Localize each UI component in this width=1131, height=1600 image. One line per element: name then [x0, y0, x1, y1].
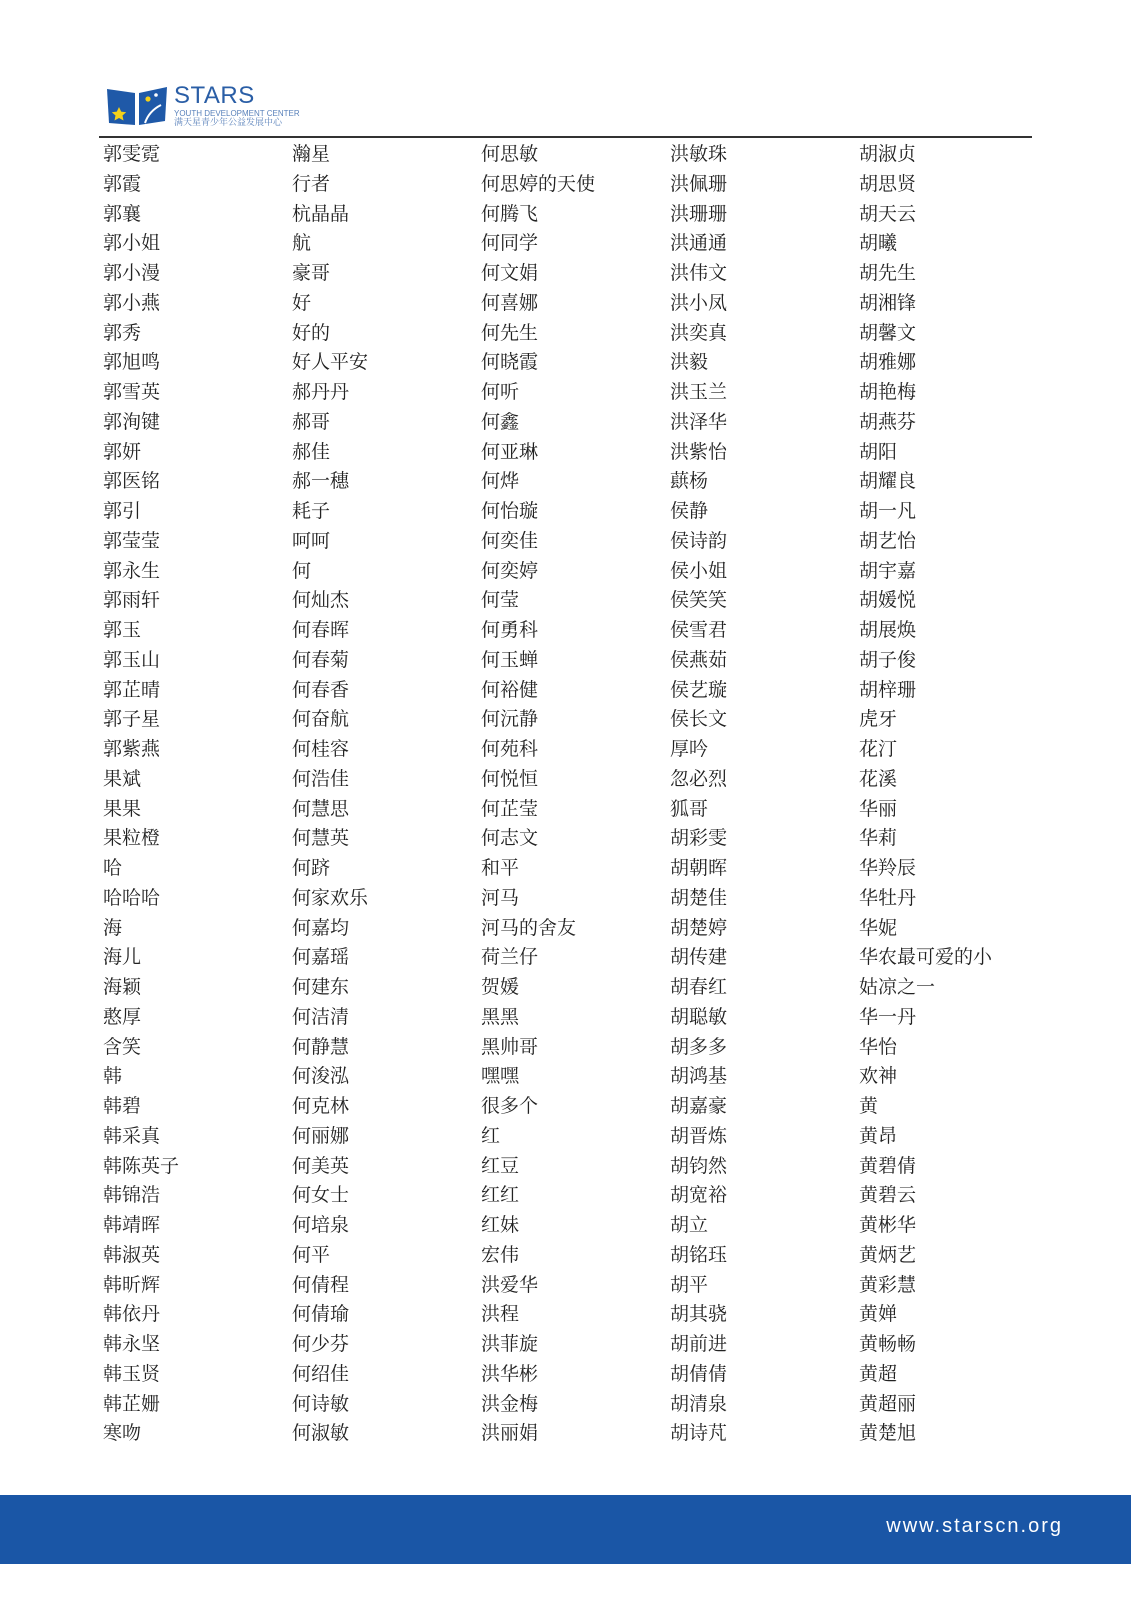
name-entry: 何跻 — [292, 857, 331, 879]
name-entry: 何洁清 — [292, 1005, 350, 1028]
name-entry: 何培泉 — [292, 1214, 350, 1236]
name-entry: 洪程 — [481, 1303, 520, 1326]
name-entry: 很多个 — [481, 1095, 539, 1117]
name-entry: 黄畅畅 — [859, 1333, 917, 1355]
name-entry: 韩淑英 — [103, 1243, 161, 1266]
name-entry: 何桂容 — [292, 738, 350, 760]
name-entry: 郭医铭 — [103, 470, 161, 493]
name-entry: 何绍佳 — [292, 1362, 350, 1385]
name-entry: 何灿杰 — [292, 589, 350, 612]
name-entry: 何亚琳 — [481, 440, 539, 463]
name-entry: 好的 — [292, 321, 331, 344]
name-entry: 郭莹莹 — [103, 529, 161, 552]
name-entry: 何嘉均 — [292, 916, 350, 939]
name-entry: 何美英 — [292, 1154, 350, 1177]
name-column — [859, 140, 1049, 1449]
name-entry: 洪珊珊 — [670, 202, 728, 225]
name-entry: 侯笑笑 — [670, 589, 728, 612]
name-column — [292, 140, 482, 1449]
name-entry: 洪玉兰 — [670, 381, 728, 403]
name-entry: 胡阳 — [859, 440, 898, 463]
name-entry: 胡春红 — [670, 976, 728, 998]
name-entry: 何烨 — [481, 470, 520, 493]
name-entry: 耗子 — [292, 500, 331, 522]
name-entry: 胡鸿基 — [670, 1065, 728, 1088]
name-entry: 胡聪敏 — [670, 1005, 728, 1028]
name-column — [103, 140, 293, 1449]
name-entry: 果果 — [103, 797, 142, 820]
name-entry: 侯燕茹 — [670, 648, 728, 671]
name-entry: 郭妍 — [103, 440, 142, 463]
name-entry: 韩采真 — [103, 1124, 161, 1147]
name-entry: 侯艺璇 — [670, 678, 728, 701]
name-entry: 郭永生 — [103, 559, 161, 582]
name-entry: 胡朝晖 — [670, 857, 728, 879]
name-entry: 黑黑 — [481, 1005, 520, 1028]
name-entry: 红豆 — [481, 1154, 520, 1177]
name-entry: 海颖 — [103, 976, 142, 998]
name-entry: 胡传建 — [670, 946, 728, 969]
name-entry: 何春菊 — [292, 648, 350, 671]
name-entry: 黄炳艺 — [859, 1243, 917, 1266]
name-entry: 郭霞 — [103, 172, 142, 195]
name-entry: 郭子星 — [103, 708, 161, 731]
name-entry: 红妹 — [481, 1214, 520, 1236]
name-entry: 河马 — [481, 886, 520, 909]
name-entry: 何春晖 — [292, 619, 350, 641]
name-entry: 哈哈哈 — [103, 886, 161, 909]
name-entry: 郝佳 — [292, 440, 331, 463]
name-entry: 何先生 — [481, 321, 539, 344]
logo-title: STARS — [174, 82, 255, 109]
name-entry: 何奕婷 — [481, 559, 539, 582]
name-entry: 郭芷晴 — [103, 678, 161, 701]
name-entry: 郭引 — [103, 500, 142, 522]
name-entry: 郭旭鸣 — [103, 351, 161, 374]
name-entry: 憨厚 — [103, 1005, 142, 1028]
name-entry: 何同学 — [481, 232, 539, 255]
name-entry: 何家欢乐 — [292, 886, 369, 909]
name-entry: 胡耀良 — [859, 470, 917, 493]
name-entry: 侯长文 — [670, 708, 728, 731]
name-column — [670, 140, 860, 1449]
name-entry: 胡馨文 — [859, 321, 917, 344]
name-entry: 花溪 — [859, 767, 898, 790]
name-entry: 何裕健 — [481, 678, 539, 701]
name-entry: 何玉蝉 — [481, 648, 539, 671]
name-entry: 洪华彬 — [481, 1362, 539, 1385]
name-entry: 胡嘉豪 — [670, 1095, 728, 1117]
name-entry: 韩永坚 — [103, 1333, 161, 1355]
name-entry: 何沅静 — [481, 708, 539, 731]
name-entry: 胡燕芬 — [859, 410, 917, 433]
logo-subtitle: YOUTH DEVELOPMENT CENTER — [174, 109, 300, 118]
name-entry: 瀚星 — [292, 143, 331, 165]
name-entry: 胡一凡 — [859, 500, 917, 522]
name-entry: 胡曦 — [859, 232, 898, 255]
name-entry: 侯静 — [670, 500, 709, 522]
stars-logo-icon — [105, 83, 169, 129]
name-entry: 胡楚婷 — [670, 916, 728, 939]
name-entry: 洪敏珠 — [670, 143, 728, 165]
name-entry: 豪哥 — [292, 262, 331, 284]
name-entry: 何慧思 — [292, 797, 350, 820]
name-entry: 何静慧 — [292, 1035, 350, 1058]
name-entry: 韩芷姗 — [103, 1392, 161, 1415]
name-entry: 胡前进 — [670, 1333, 728, 1355]
name-entry: 虎牙 — [859, 708, 898, 731]
name-entry: 航 — [292, 232, 312, 255]
name-entry: 华怡 — [859, 1035, 898, 1058]
name-entry: 胡倩倩 — [670, 1362, 728, 1385]
name-entry: 红红 — [481, 1184, 520, 1207]
name-entry: 厚吟 — [670, 738, 709, 760]
name-entry: 何怡璇 — [481, 500, 539, 522]
name-entry: 侯诗韵 — [670, 529, 728, 552]
name-entry: 郭紫燕 — [103, 738, 161, 760]
name-entry: 何勇科 — [481, 619, 539, 641]
name-entry: 郭玉 — [103, 619, 142, 641]
name-entry: 黄楚旭 — [859, 1422, 917, 1445]
name-entry: 何淑敏 — [292, 1422, 350, 1445]
name-entry: 何倩程 — [292, 1273, 350, 1296]
name-entry: 何奕佳 — [481, 529, 539, 552]
name-entry: 蕻杨 — [670, 470, 709, 493]
name-entry: 好人平安 — [292, 351, 369, 374]
name-entry: 胡彩雯 — [670, 827, 728, 850]
name-entry: 郝哥 — [292, 410, 331, 433]
name-entry: 胡艳梅 — [859, 381, 917, 403]
name-entry: 何女士 — [292, 1184, 350, 1207]
name-entry: 何浩佳 — [292, 767, 350, 790]
name-entry: 何悦恒 — [481, 767, 539, 790]
name-entry: 洪金梅 — [481, 1392, 539, 1415]
name-entry: 胡湘锋 — [859, 291, 917, 314]
name-entry: 黄超 — [859, 1362, 898, 1385]
name-entry: 华牡丹 — [859, 886, 917, 909]
name-entry: 华羚辰 — [859, 857, 917, 879]
name-entry: 黑帅哥 — [481, 1035, 539, 1058]
name-entry: 华妮 — [859, 916, 898, 939]
name-entry: 何文娟 — [481, 262, 539, 284]
footer-bar — [0, 1495, 1131, 1564]
name-entry: 何苑科 — [481, 738, 539, 760]
name-entry: 洪小凤 — [670, 291, 728, 314]
name-entry: 狐哥 — [670, 797, 709, 820]
name-entry: 韩碧 — [103, 1095, 142, 1117]
name-entry: 胡多多 — [670, 1035, 728, 1058]
name-entry: 韩陈英子 — [103, 1154, 180, 1177]
name-entry: 何春香 — [292, 678, 350, 701]
name-entry: 洪伟文 — [670, 262, 728, 284]
name-entry: 洪丽娟 — [481, 1422, 539, 1445]
name-entry: 洪紫怡 — [670, 440, 728, 463]
name-entry: 何喜娜 — [481, 291, 539, 314]
name-entry: 何鑫 — [481, 410, 520, 433]
name-entry: 何丽娜 — [292, 1124, 350, 1147]
name-entry: 何平 — [292, 1243, 331, 1266]
name-entry: 何腾飞 — [481, 202, 539, 225]
name-entry: 洪通通 — [670, 232, 728, 255]
name-entry: 郭玉山 — [103, 648, 161, 671]
name-entry: 洪佩珊 — [670, 172, 728, 195]
name-entry: 黄碧云 — [859, 1184, 917, 1207]
name-entry: 哈 — [103, 857, 123, 879]
name-entry: 洪菲旋 — [481, 1333, 539, 1355]
name-entry: 何建东 — [292, 976, 350, 998]
name-entry: 红 — [481, 1124, 501, 1147]
name-entry: 胡立 — [670, 1214, 709, 1236]
name-entry: 胡晋炼 — [670, 1124, 728, 1147]
name-entry: 何诗敏 — [292, 1392, 350, 1415]
name-entry: 姑凉之一 — [859, 976, 936, 998]
name-entry: 含笑 — [103, 1035, 142, 1058]
name-entry: 胡展焕 — [859, 619, 917, 641]
name-entry: 好 — [292, 291, 312, 314]
name-entry: 韩玉贤 — [103, 1362, 161, 1385]
name-entry: 行者 — [292, 172, 331, 195]
name-entry: 郭小燕 — [103, 291, 161, 314]
name-entry: 黄昂 — [859, 1124, 898, 1147]
name-entry: 华丽 — [859, 797, 898, 820]
name-entry: 何嘉瑶 — [292, 946, 350, 969]
name-entry: 何少芬 — [292, 1333, 350, 1355]
name-entry: 侯雪君 — [670, 619, 728, 641]
name-entry: 胡子俊 — [859, 648, 917, 671]
name-entry: 韩 — [103, 1065, 123, 1088]
footer-url: www.starscn.org — [886, 1515, 1063, 1537]
name-entry: 宏伟 — [481, 1243, 520, 1266]
name-entry: 果斌 — [103, 767, 142, 790]
name-entry: 胡淑贞 — [859, 143, 917, 165]
name-entry: 郭小漫 — [103, 262, 161, 284]
name-entry: 黄彩慧 — [859, 1273, 917, 1296]
name-entry: 韩依丹 — [103, 1303, 161, 1326]
name-entry: 寒吻 — [103, 1422, 142, 1445]
name-entry: 荷兰仔 — [481, 946, 539, 969]
name-entry: 何慧英 — [292, 827, 350, 850]
name-entry: 呵呵 — [292, 529, 331, 552]
name-entry: 胡雅娜 — [859, 351, 917, 374]
name-entry: 洪毅 — [670, 351, 709, 374]
name-entry: 韩锦浩 — [103, 1184, 161, 1207]
name-entry: 胡艺怡 — [859, 529, 917, 552]
name-entry: 何奋航 — [292, 708, 350, 731]
name-entry: 胡诗芃 — [670, 1422, 728, 1445]
name-entry: 郭雨轩 — [103, 589, 161, 612]
name-entry: 华农最可爱的小 — [859, 946, 993, 969]
name-entry: 何克林 — [292, 1095, 350, 1117]
name-entry: 洪爱华 — [481, 1273, 539, 1296]
name-entry: 郭襄 — [103, 202, 142, 225]
name-entry: 胡楚佳 — [670, 886, 728, 909]
name-entry: 胡媛悦 — [859, 589, 917, 612]
name-entry: 韩靖晖 — [103, 1214, 161, 1236]
name-entry: 胡铭珏 — [670, 1243, 728, 1266]
name-entry: 胡钧然 — [670, 1154, 728, 1177]
name-entry: 果粒橙 — [103, 827, 161, 850]
name-entry: 海 — [103, 916, 123, 939]
name-entry: 嘿嘿 — [481, 1065, 520, 1088]
name-entry: 洪奕真 — [670, 321, 728, 344]
name-entry: 郭小姐 — [103, 232, 161, 255]
name-entry: 欢神 — [859, 1065, 898, 1088]
name-entry: 河马的舍友 — [481, 916, 577, 939]
name-entry: 何听 — [481, 381, 520, 403]
name-entry: 黄碧倩 — [859, 1154, 917, 1177]
name-entry: 郭秀 — [103, 321, 142, 344]
name-entry: 何芷莹 — [481, 797, 539, 820]
name-entry: 胡平 — [670, 1273, 709, 1296]
name-entry: 海儿 — [103, 946, 142, 969]
name-entry: 胡梓珊 — [859, 678, 917, 701]
name-entry: 贺媛 — [481, 976, 520, 998]
name-entry: 胡宇嘉 — [859, 559, 917, 582]
header-divider — [99, 136, 1032, 138]
name-entry: 华一丹 — [859, 1005, 917, 1028]
name-entry: 胡先生 — [859, 262, 917, 284]
name-entry: 郝一穗 — [292, 470, 350, 493]
name-entry: 黄 — [859, 1095, 879, 1117]
name-entry: 胡其骁 — [670, 1303, 728, 1326]
name-entry: 胡清泉 — [670, 1392, 728, 1415]
name-column — [481, 140, 671, 1449]
name-entry: 忽必烈 — [670, 767, 728, 790]
name-entry: 何莹 — [481, 589, 520, 612]
name-entry: 何思婷的天使 — [481, 172, 596, 195]
name-entry: 侯小姐 — [670, 559, 728, 582]
logo-chinese-name: 满天星青少年公益发展中心 — [174, 118, 283, 128]
name-entry: 黄婵 — [859, 1303, 898, 1326]
name-entry: 郝丹丹 — [292, 381, 350, 403]
name-entry: 胡天云 — [859, 202, 917, 225]
name-entry: 何晓霞 — [481, 351, 539, 374]
name-entry: 何思敏 — [481, 143, 539, 165]
name-entry: 和平 — [481, 857, 520, 879]
name-entry: 何 — [292, 559, 312, 582]
name-entry: 何志文 — [481, 827, 539, 850]
page-header — [105, 83, 325, 133]
name-entry: 郭雯霓 — [103, 143, 161, 165]
name-entry: 花汀 — [859, 738, 898, 760]
name-entry: 何浚泓 — [292, 1065, 350, 1088]
name-entry: 黄超丽 — [859, 1392, 917, 1415]
name-entry: 郭雪英 — [103, 381, 161, 403]
name-entry: 杭晶晶 — [292, 202, 350, 225]
name-entry: 华莉 — [859, 827, 898, 850]
name-entry: 郭洵键 — [103, 410, 161, 433]
name-entry: 胡思贤 — [859, 172, 917, 195]
name-entry: 洪泽华 — [670, 410, 728, 433]
name-entry: 何倩瑜 — [292, 1303, 350, 1326]
name-entry: 胡宽裕 — [670, 1184, 728, 1207]
name-entry: 黄彬华 — [859, 1214, 917, 1236]
name-entry: 韩昕辉 — [103, 1273, 161, 1296]
